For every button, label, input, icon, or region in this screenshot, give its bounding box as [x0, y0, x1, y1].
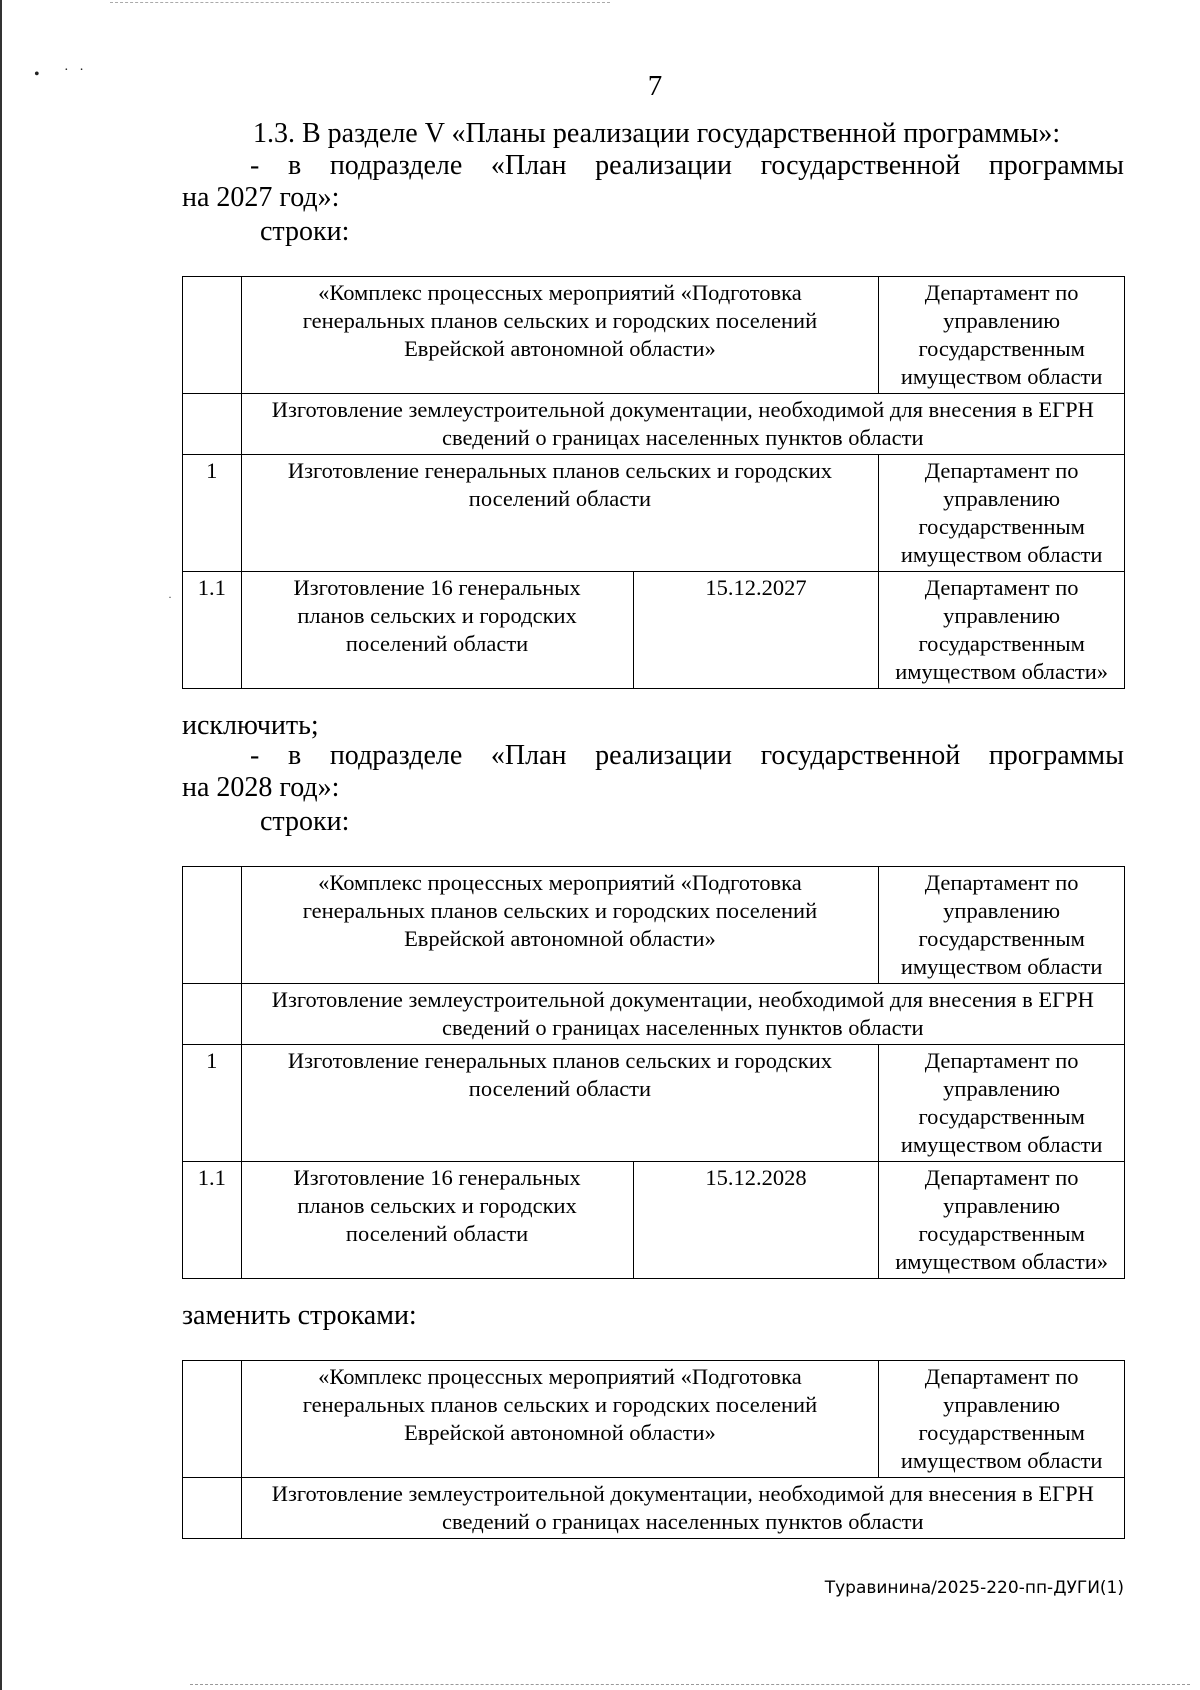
cell-dept: Департамент по управлению государственным имуществом области [879, 455, 1125, 572]
table-row [183, 1361, 1125, 1478]
table-row [183, 1478, 1125, 1539]
word: программы [988, 150, 1124, 181]
replace-label: заменить строками: [182, 1300, 417, 1331]
table-row [183, 277, 1125, 394]
section-heading: 1.3. В разделе V «Планы реализации государственной программы»: [253, 118, 1061, 149]
cell-dept: Департамент по управлению государственным имуществом области» [879, 572, 1125, 689]
cell-title: Изготовление 16 генеральных планов сельских и городских поселений области [241, 1162, 633, 1279]
page-edge [0, 0, 2, 1690]
replacement-table [182, 1360, 1125, 1539]
cell-title: «Комплекс процессных мероприятий «Подготовка генеральных планов сельских и городских поселений Еврейской автономной области» [241, 1361, 879, 1478]
cell-dept: Департамент по управлению государственным имуществом области [879, 277, 1125, 394]
exclude-label: исключить; [182, 710, 319, 741]
plan-table-2027 [182, 276, 1125, 689]
subsection-year-2027: на 2027 год»: [182, 182, 340, 213]
cell-title: «Комплекс процессных мероприятий «Подготовка генеральных планов сельских и городских поселений Еврейской автономной области» [241, 277, 879, 394]
word: программы [988, 740, 1124, 771]
table-row [183, 1045, 1125, 1162]
cell-title: Изготовление землеустроительной документации, необходимой для внесения в ЕГРН сведений о границах населенных пунктов области [241, 394, 1124, 455]
plan-table-2028 [182, 866, 1125, 1279]
document-reference: Туравинина/2025-220-пп-ДУГИ(1) [824, 1578, 1124, 1598]
cell-num [183, 984, 242, 1045]
cell-title: Изготовление 16 генеральных планов сельских и городских поселений области [241, 572, 633, 689]
cell-date: 15.12.2027 [633, 572, 879, 689]
cell-dept: Департамент по управлению государственным имуществом области» [879, 1162, 1125, 1279]
word: «План [490, 740, 567, 771]
subsection-line-2027 [250, 150, 1124, 182]
cell-title: «Комплекс процессных мероприятий «Подготовка генеральных планов сельских и городских поселений Еврейской автономной области» [241, 867, 879, 984]
table-row [183, 1162, 1125, 1279]
cell-num [183, 867, 242, 984]
word: государственной [760, 150, 961, 181]
table-row [183, 867, 1125, 984]
cell-title: Изготовление землеустроительной документации, необходимой для внесения в ЕГРН сведений о границах населенных пунктов области [241, 984, 1124, 1045]
scan-dots: • ˙˙ [34, 66, 95, 83]
word: подразделе [329, 150, 463, 181]
rows-label: строки: [260, 216, 350, 247]
cell-num: 1.1 [183, 572, 242, 689]
word: государственной [760, 740, 961, 771]
scan-artifact-bottom [190, 1684, 1190, 1685]
subsection-year-2028: на 2028 год»: [182, 772, 340, 803]
table-row [183, 984, 1125, 1045]
cell-dept: Департамент по управлению государственным имуществом области [879, 1361, 1125, 1478]
word: в [287, 740, 302, 771]
table-row [183, 455, 1125, 572]
subsection-line-2028 [250, 740, 1124, 772]
table-row [183, 572, 1125, 689]
rows-label: строки: [260, 806, 350, 837]
scan-artifact-top [110, 2, 610, 3]
cell-num [183, 1361, 242, 1478]
word: - [250, 740, 260, 771]
page-number: 7 [647, 70, 663, 102]
word: реализации [595, 150, 732, 181]
scan-mark: · [168, 590, 172, 604]
cell-num: 1 [183, 1045, 242, 1162]
cell-num [183, 277, 242, 394]
cell-dept: Департамент по управлению государственным имуществом области [879, 1045, 1125, 1162]
cell-title: Изготовление землеустроительной документации, необходимой для внесения в ЕГРН сведений о границах населенных пунктов области [241, 1478, 1124, 1539]
table-row [183, 394, 1125, 455]
word: реализации [595, 740, 732, 771]
word: в [287, 150, 302, 181]
cell-num [183, 394, 242, 455]
cell-date: 15.12.2028 [633, 1162, 879, 1279]
word: - [250, 150, 260, 181]
word: подразделе [329, 740, 463, 771]
cell-num: 1.1 [183, 1162, 242, 1279]
cell-dept: Департамент по управлению государственным имуществом области [879, 867, 1125, 984]
cell-num [183, 1478, 242, 1539]
word: «План [490, 150, 567, 181]
cell-num: 1 [183, 455, 242, 572]
cell-title: Изготовление генеральных планов сельских и городских поселений области [241, 455, 879, 572]
cell-title: Изготовление генеральных планов сельских и городских поселений области [241, 1045, 879, 1162]
